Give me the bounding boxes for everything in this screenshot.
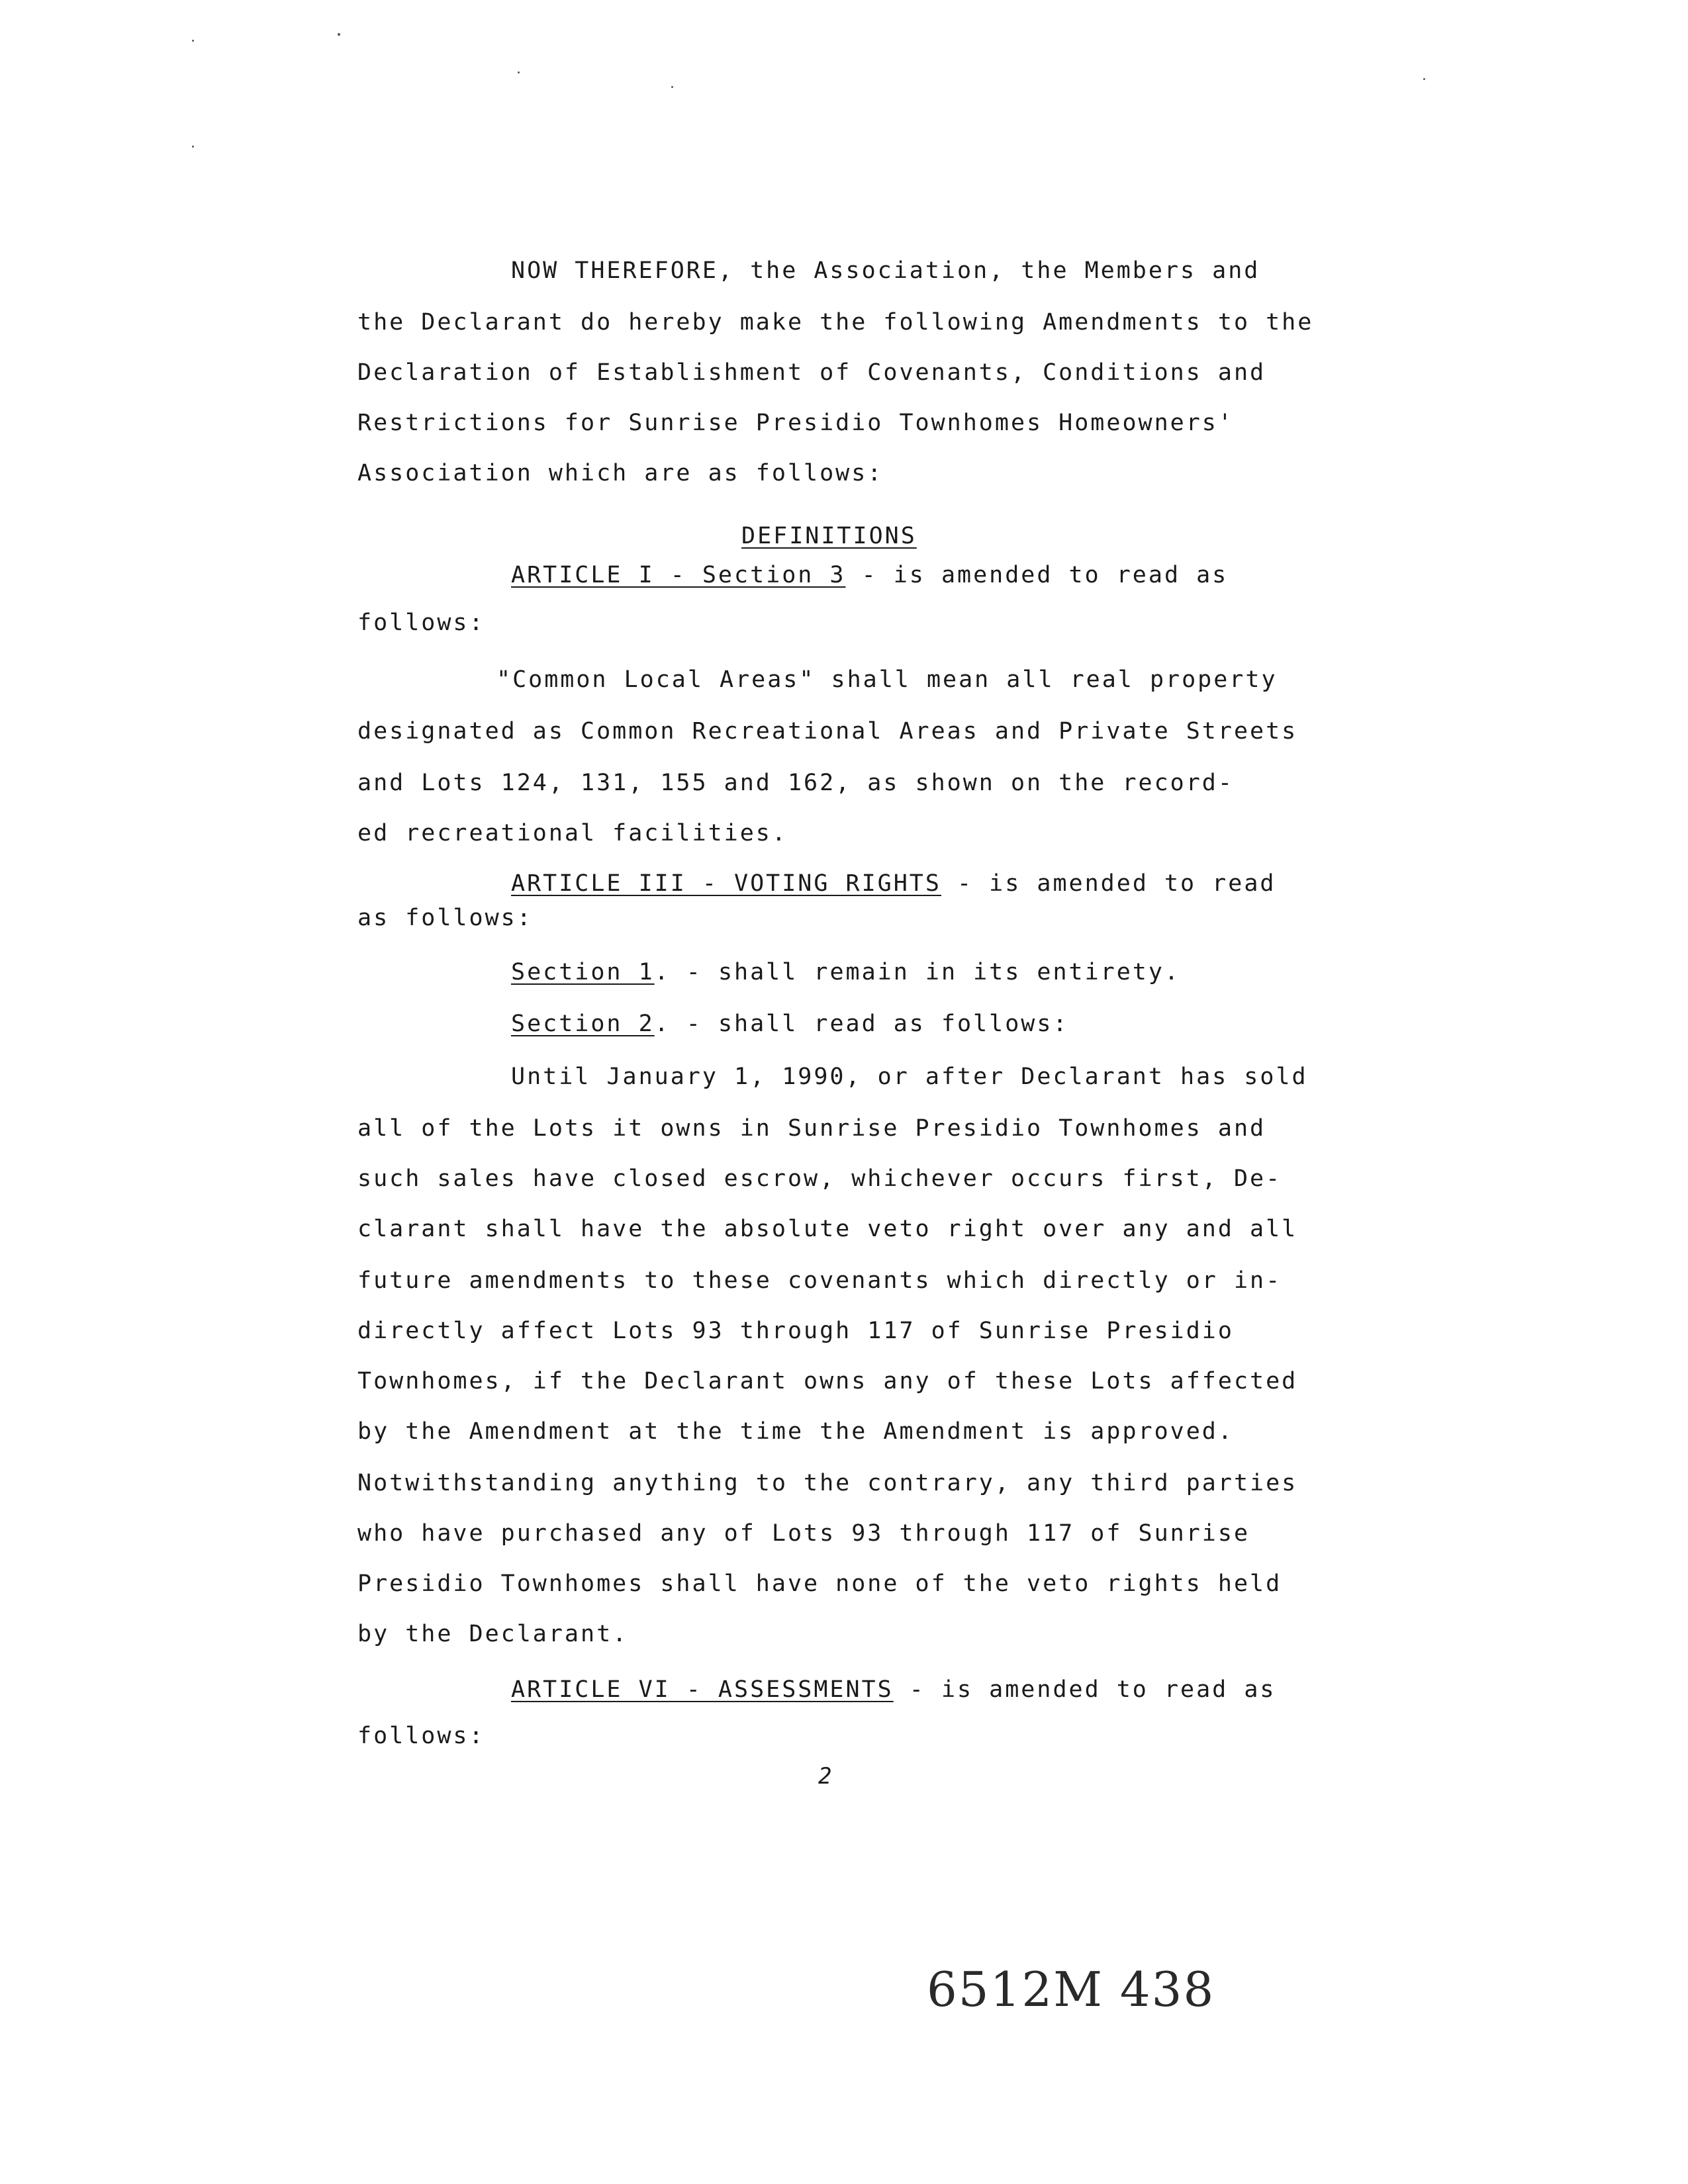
section-1-line (511, 957, 1180, 987)
intro-line-1: NOW THEREFORE, the Association, the Members and (511, 257, 1260, 284)
section-2-line (511, 1009, 1069, 1039)
article-3-title: ARTICLE III - VOTING RIGHTS (511, 870, 941, 897)
article-3-rest: - is amended to read (941, 870, 1276, 897)
scan-speck (192, 146, 194, 148)
until-line-6: directly affect Lots 93 through 117 of Sunrise Presidio (357, 1318, 1234, 1344)
common-areas-line-2: designated as Common Recreational Areas and Private Streets (357, 718, 1298, 745)
recording-stamp: 6512M 438 (927, 1962, 1215, 2017)
common-areas-line-4: ed recreational facilities. (357, 820, 788, 846)
intro-line-2: the Declarant do hereby make the following Amendments to the (357, 309, 1314, 336)
section-1-label: Section 1 (511, 959, 655, 985)
until-line-10: who have purchased any of Lots 93 through 117 of Sunrise (357, 1520, 1250, 1547)
scan-speck (338, 33, 340, 36)
until-line-8: by the Amendment at the time the Amendment is approved. (357, 1418, 1234, 1445)
until-line-1: Until January 1, 1990, or after Declarant has sold (511, 1064, 1308, 1090)
until-line-11: Presidio Townhomes shall have none of the veto rights held (357, 1570, 1282, 1597)
article-1-line (511, 560, 1228, 590)
common-areas-line-3: and Lots 124, 131, 155 and 162, as shown on the record- (357, 770, 1234, 796)
intro-line-4: Restrictions for Sunrise Presidio Townhomes Homeowners' (357, 410, 1234, 436)
article-6-rest: - is amended to read as (893, 1676, 1276, 1703)
section-1-rest: . - shall remain in its entirety. (654, 959, 1181, 985)
intro-line-5: Association which are as follows: (357, 460, 884, 486)
article-1-cont: follows: (357, 610, 485, 636)
until-line-4: clarant shall have the absolute veto right over any and all (357, 1216, 1298, 1242)
common-areas-line-1: "Common Local Areas" shall mean all real property (496, 666, 1278, 693)
until-line-7: Townhomes, if the Declarant owns any of these Lots affected (357, 1368, 1298, 1394)
scan-speck (1423, 78, 1425, 80)
until-line-2: all of the Lots it owns in Sunrise Presidio Townhomes and (357, 1115, 1266, 1142)
page-number: 2 (818, 1763, 832, 1790)
definitions-heading: DEFINITIONS (741, 523, 917, 549)
article-3-cont: as follows: (357, 905, 533, 931)
intro-line-3: Declaration of Establishment of Covenants, Conditions and (357, 359, 1266, 386)
article-3-line (511, 868, 1276, 899)
until-line-5: future amendments to these covenants which directly or in- (357, 1267, 1282, 1294)
scan-speck (518, 71, 520, 73)
scan-speck (192, 40, 194, 42)
article-1-title: ARTICLE I - Section 3 (511, 562, 846, 588)
article-6-cont: follows: (357, 1723, 485, 1749)
section-2-label: Section 2 (511, 1011, 655, 1037)
section-2-rest: . - shall read as follows: (654, 1011, 1069, 1037)
until-line-3: such sales have closed escrow, whichever occurs first, De- (357, 1165, 1282, 1192)
article-6-line (511, 1674, 1276, 1705)
until-line-9: Notwithstanding anything to the contrary, any third parties (357, 1470, 1298, 1496)
article-6-title: ARTICLE VI - ASSESSMENTS (511, 1676, 894, 1703)
until-line-12: by the Declarant. (357, 1621, 629, 1647)
scan-speck (671, 86, 673, 88)
article-1-rest: - is amended to read as (845, 562, 1229, 588)
